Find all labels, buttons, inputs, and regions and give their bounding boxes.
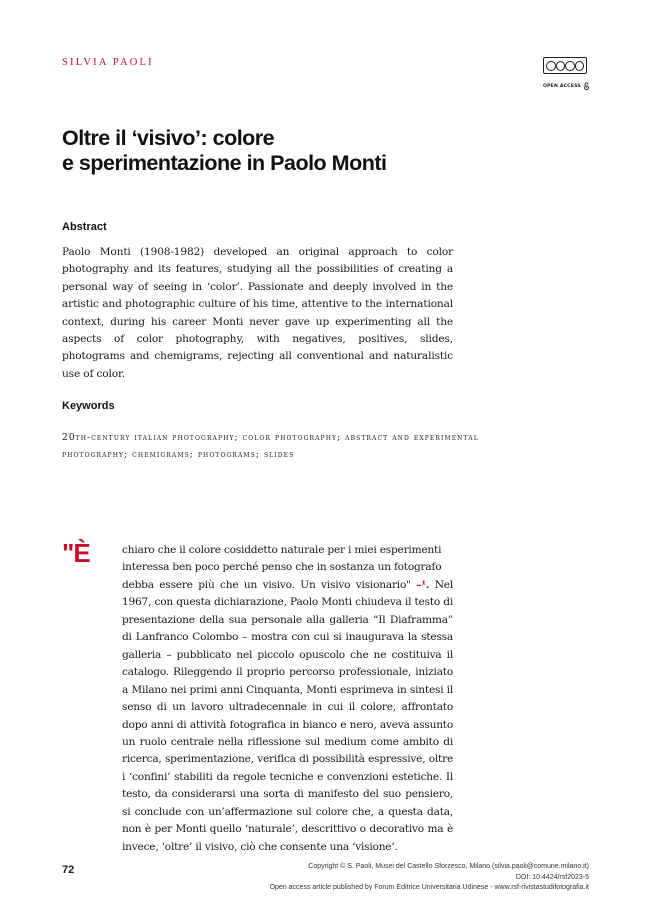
footer-publisher: Open access article published by Forum Editrice Universitaria Udinese - www.rsf-rivistastudifotografia.it bbox=[269, 884, 589, 891]
body-paragraph-rest: Nel 1967, con questa dichiarazione, Paolo Monti chiudeva il testo di presentazione della sua personale alla galleria “Il Diaframma” di Lanfranco Colombo – mostra con cui si inaugurava la stessa galleria – pubblicato nel piccolo opuscolo che ne costituiva il catalogo. Rileggendo il proprio percorso professionale, iniziato a Milano nei primi anni Cinquanta, Monti esprimeva in sintesi il senso di un lavoro ultradecennale in cui il colore, affrontato dopo anni di attività fotografica in bianco e nero, aveva assunto un ruolo centrale nella riflessione sul medium come ambito di ricerca, sperimentazione, verifica di possibilità espressive, oltre i ‘confini’ stabiliti da regole tecniche e convenzioni estetiche. Il testo, da considerarsi una sorta di manifesto del suo pensiero, si conclude con un’affermazione sul colore che, a questa data, non è per Monti quello ‘naturale’, descrittivo o decorativo ma è invece, ‘oltre’ il visivo, ciò che consente una ‘visione’. bbox=[122, 578, 453, 853]
cc-icon bbox=[546, 61, 556, 71]
abstract-heading: Abstract bbox=[62, 221, 107, 233]
abstract-text: Paolo Monti (1908-1982) developed an original approach to color photography and its features, studying all the possibilities of creating a personal way of seeing in ‘color’. Passionate and deeply involved in the artistic and photographic culture of his time, attentive to the international context, during his career Monti never gave up experimenting all the aspects of color photography, with negatives, positives, slides, photograms and chemigrams, rejecting all conventional and naturalistic use of color. bbox=[62, 246, 453, 380]
keywords-heading: Keywords bbox=[62, 400, 115, 412]
open-access-row bbox=[543, 81, 589, 92]
footer-info bbox=[270, 862, 589, 894]
by-icon bbox=[556, 61, 566, 71]
page-number: 72 bbox=[62, 864, 75, 876]
body-line-3-text: debba essere più che un visivo. Un visivo visionario" bbox=[122, 578, 411, 591]
cc-licence-badge[interactable] bbox=[543, 57, 587, 74]
licence-block bbox=[543, 57, 589, 92]
body-line-2: interessa ben poco perché penso che in sostanza un fotografo bbox=[122, 561, 442, 574]
nd-icon bbox=[575, 61, 585, 71]
footer-doi: DOI: 10.4424/rsf2023-5 bbox=[515, 873, 589, 881]
open-access-lock-icon bbox=[584, 81, 589, 92]
nc-icon bbox=[565, 61, 575, 71]
title-line-1: Oltre il ‘visivo’: colore bbox=[62, 126, 275, 150]
body-line-1: chiaro che il colore cosiddetto naturale per i miei esperimenti bbox=[122, 544, 442, 556]
footer-copyright: Copyright © S. Paoli, Musei del Castello Sforzesco, Milano (silvia.paoli@comune.milano.it) bbox=[308, 863, 589, 870]
open-access-label: OPEN ACCESS bbox=[543, 84, 581, 89]
article-title bbox=[62, 126, 542, 176]
body-text bbox=[62, 542, 453, 856]
title-line-2: e sperimentazione in Paolo Monti bbox=[62, 151, 387, 175]
drop-cap: "È bbox=[62, 538, 90, 568]
keywords-text: 20th-century italian photography; color photography; abstract and experimental photography; chemigrams; photograms; slides bbox=[62, 433, 479, 460]
footnote-marker[interactable]: –¹. bbox=[416, 578, 430, 591]
body-line-3 bbox=[62, 577, 453, 856]
author-name: SILVIA PAOLI bbox=[62, 57, 154, 68]
